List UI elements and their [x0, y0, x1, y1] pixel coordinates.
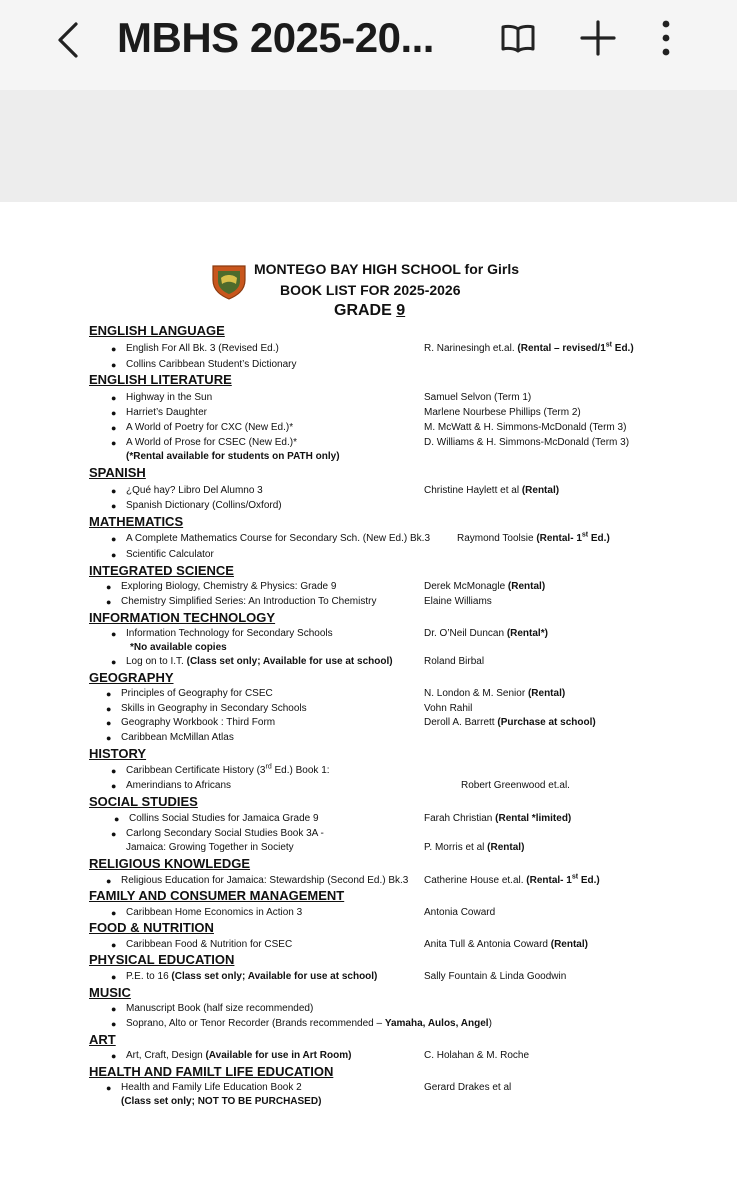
- bullet: ●: [111, 781, 117, 791]
- school-name: MONTEGO BAY HIGH SCHOOL for Girls: [254, 261, 520, 277]
- hfle-item-1-title: Health and Family Life Education Book 2: [121, 1082, 302, 1093]
- note-part: Ed.): [578, 875, 600, 886]
- mathematics-item-1-author: [457, 533, 610, 545]
- section-integrated-science: INTEGRATED SCIENCE: [89, 563, 234, 578]
- more-vertical-icon[interactable]: [646, 18, 686, 58]
- english-language-item-1-title: English For All Bk. 3 (Revised Ed.): [126, 343, 279, 354]
- bullet: ●: [111, 1051, 117, 1061]
- note-part: Ed.): [588, 533, 610, 544]
- science-item-1-title: Exploring Biology, Chemistry & Physics: Grade 9: [121, 581, 337, 592]
- literature-item-1-author: Samuel Selvon (Term 1): [424, 392, 532, 403]
- author-name: Anita Tull & Antonia Coward: [424, 939, 551, 950]
- science-item-2-title: Chemistry Simplified Series: An Introduction To Chemistry: [121, 596, 377, 607]
- art-item-1-title: [126, 1050, 351, 1062]
- availability-note: (Class set only; Available for use at school): [171, 971, 378, 982]
- literature-item-2-title: Harriet’s Daughter: [126, 407, 207, 418]
- availability-note: (Class set only; Available for use at school): [186, 656, 393, 667]
- spanish-item-1-title: ¿Qué hay? Libro Del Alumno 3: [126, 485, 263, 496]
- title-text: Art, Craft, Design: [126, 1050, 206, 1061]
- it-item-2-author: Roland Birbal: [424, 656, 485, 667]
- rental-note: (Rental *limited): [495, 813, 572, 824]
- it-item-2-title: [126, 656, 393, 668]
- section-food-nutrition: FOOD & NUTRITION: [89, 920, 214, 935]
- section-english-language: ENGLISH LANGUAGE: [89, 323, 225, 338]
- author-name: Deroll A. Barrett: [424, 717, 498, 728]
- geography-item-3-author: [424, 717, 596, 729]
- bullet: ●: [111, 408, 117, 418]
- history-item-1-title: [126, 765, 330, 777]
- history-item-2-author: Robert Greenwood et.al.: [461, 780, 570, 791]
- bullet: ●: [106, 597, 112, 607]
- section-physical-education: PHYSICAL EDUCATION: [89, 952, 235, 967]
- it-no-copies-note: *No available copies: [130, 642, 227, 653]
- literature-item-4-title: A World of Prose for CSEC (New Ed.)*: [126, 437, 297, 448]
- literature-item-1-title: Highway in the Sun: [126, 392, 213, 403]
- bullet: ●: [111, 360, 117, 370]
- religious-item-1-title: Religious Education for Jamaica: Stewardship (Second Ed.) Bk.3: [121, 875, 409, 886]
- bullet: ●: [111, 908, 117, 918]
- note-superscript: st: [571, 873, 579, 881]
- note-part: Ed.): [612, 343, 634, 354]
- bullet: ●: [111, 657, 117, 667]
- bullet: ●: [106, 876, 112, 886]
- bullet: ●: [106, 1083, 112, 1093]
- rental-note: (Rental): [487, 842, 525, 853]
- bullet: ●: [111, 550, 117, 560]
- note-part: (Rental – revised/1: [517, 343, 606, 354]
- grade-number: 9: [396, 302, 406, 319]
- geography-item-2-title: Skills in Geography in Secondary Schools: [121, 703, 307, 714]
- note-superscript: st: [581, 531, 589, 539]
- bullet: ●: [111, 629, 117, 639]
- family-consumer-item-1-title: Caribbean Home Economics in Action 3: [126, 907, 303, 918]
- page-gap: [0, 90, 737, 202]
- title-part: Ed.) Book 1:: [271, 765, 330, 776]
- bullet: ●: [111, 501, 117, 511]
- brands-recommended: Yamaha, Aulos, Angel: [384, 1018, 489, 1029]
- pe-item-1-title: [126, 971, 377, 983]
- geography-item-2-author: Vohn Rahil: [424, 703, 473, 714]
- mathematics-item-1-title: A Complete Mathematics Course for Secondary Sch. (New Ed.) Bk.3: [126, 533, 431, 544]
- bullet: ●: [106, 582, 112, 592]
- section-social-studies: SOCIAL STUDIES: [89, 794, 198, 809]
- section-spanish: SPANISH: [89, 465, 146, 480]
- rental-note: (Rental): [507, 581, 546, 592]
- reader-book-icon[interactable]: [498, 18, 538, 58]
- social-studies-item-2-title: Carlong Secondary Social Studies Book 3A -: [126, 828, 324, 839]
- bullet: ●: [111, 829, 117, 839]
- section-art: ART: [89, 1032, 116, 1047]
- bullet: ●: [106, 718, 112, 728]
- rental-note: (Rental): [527, 688, 566, 699]
- author-name: Raymond Toolsie: [457, 533, 537, 544]
- app-bar: [0, 0, 737, 90]
- literature-item-3-author: M. McWatt & H. Simmons-McDonald (Term 3): [424, 422, 627, 433]
- author-name: N. London & M. Senior: [424, 688, 528, 699]
- bullet: ●: [106, 704, 112, 714]
- english-language-item-1-author-name: R. Narinesingh et.al.: [424, 343, 518, 354]
- history-item-2-title: Amerindians to Africans: [126, 780, 232, 791]
- spanish-item-1-author: [424, 485, 559, 497]
- title-text: P.E. to 16: [126, 971, 172, 982]
- title-text: Log on to I.T.: [126, 656, 187, 667]
- bullet: ●: [114, 814, 120, 824]
- author-name: Christine Haylett et al: [424, 485, 522, 496]
- art-item-1-author: C. Holahan & M. Roche: [424, 1050, 530, 1061]
- purchase-note: (Purchase at school): [497, 717, 596, 728]
- title-part: Soprano, Alto or Tenor Recorder (Brands recommended –: [126, 1018, 385, 1029]
- pe-item-1-author: Sally Fountain & Linda Goodwin: [424, 971, 567, 982]
- rental-note: [526, 875, 599, 886]
- bullet: ●: [111, 393, 117, 403]
- bullet: ●: [111, 766, 117, 776]
- section-hfle: HEALTH AND FAMILT LIFE EDUCATION: [89, 1064, 334, 1079]
- section-mathematics: MATHEMATICS: [89, 514, 184, 529]
- geography-item-1-author: [424, 688, 565, 700]
- section-english-literature: ENGLISH LITERATURE: [89, 372, 232, 387]
- section-history: HISTORY: [89, 746, 147, 761]
- geography-item-3-title: Geography Workbook : Third Form: [121, 717, 276, 728]
- title-part: ): [488, 1018, 492, 1029]
- bullet: ●: [111, 344, 117, 354]
- hfle-item-1-author: Gerard Drakes et al: [424, 1082, 512, 1093]
- bullet: ●: [111, 486, 117, 496]
- back-arrow-icon[interactable]: [52, 20, 84, 60]
- section-religious-knowledge: RELIGIOUS KNOWLEDGE: [89, 856, 251, 871]
- list-title: BOOK LIST FOR 2025-2026: [280, 282, 461, 298]
- religious-item-1-author: [424, 875, 600, 887]
- author-name: Dr. O’Neil Duncan: [424, 628, 507, 639]
- add-icon[interactable]: [578, 18, 618, 58]
- social-studies-item-1-author: [424, 813, 571, 825]
- literature-item-2-author: Marlene Nourbese Phillips (Term 2): [424, 407, 581, 418]
- bullet: ●: [111, 940, 117, 950]
- bullet: ●: [111, 1019, 117, 1029]
- music-item-2-title: [126, 1018, 492, 1030]
- rental-note: (Rental): [550, 939, 588, 950]
- section-geography: GEOGRAPHY: [89, 670, 174, 685]
- literature-rental-note: (*Rental available for students on PATH only): [126, 451, 340, 462]
- title-superscript: rd: [265, 763, 272, 771]
- food-nutrition-item-1-author: [424, 939, 588, 951]
- english-language-item-1-author: [424, 343, 634, 355]
- family-consumer-item-1-author: Antonia Coward: [424, 907, 496, 918]
- spanish-item-2-title: Spanish Dictionary (Collins/Oxford): [126, 500, 282, 511]
- hfle-class-set-note: (Class set only; NOT TO BE PURCHASED): [121, 1096, 322, 1107]
- mathematics-item-2-title: Scientific Calculator: [126, 549, 214, 560]
- section-information-technology: INFORMATION TECHNOLOGY: [89, 610, 276, 625]
- bullet: ●: [106, 733, 112, 743]
- music-item-1-title: Manuscript Book (half size recommended): [126, 1003, 314, 1014]
- it-item-1-title: Information Technology for Secondary Schools: [126, 628, 333, 639]
- bullet: ●: [111, 972, 117, 982]
- english-language-item-2-title: Collins Caribbean Student’s Dictionary: [126, 359, 297, 370]
- title-part: Caribbean Certificate History (3: [126, 765, 266, 776]
- section-music: MUSIC: [89, 985, 131, 1000]
- rental-note: (Rental*): [506, 628, 548, 639]
- availability-note: (Available for use in Art Room): [205, 1050, 352, 1061]
- literature-item-3-title: A World of Poetry for CXC (New Ed.)*: [126, 422, 294, 433]
- grade-heading: [334, 302, 405, 320]
- geography-item-1-title: Principles of Geography for CSEC: [121, 688, 273, 699]
- literature-item-4-author: D. Williams & H. Simmons-McDonald (Term 3): [424, 437, 630, 448]
- author-name: Derek McMonagle: [424, 581, 508, 592]
- science-item-2-author: Elaine Williams: [424, 596, 492, 607]
- author-name: P. Morris et al: [424, 842, 488, 853]
- rental-note: [536, 533, 609, 544]
- rental-note: (Rental): [521, 485, 560, 496]
- science-item-1-author: [424, 581, 545, 593]
- section-family-consumer: FAMILY AND CONSUMER MANAGEMENT: [89, 888, 345, 903]
- school-crest-logo: [210, 262, 248, 300]
- note-part: (Rental- 1: [526, 875, 572, 886]
- bullet: ●: [111, 423, 117, 433]
- bullet: ●: [111, 534, 117, 544]
- geography-item-4-title: Caribbean McMillan Atlas: [121, 732, 234, 743]
- bullet: ●: [111, 438, 117, 448]
- social-studies-item-2-subtitle: Jamaica: Growing Together in Society: [126, 842, 294, 853]
- it-item-1-author: [424, 628, 548, 640]
- document-title: MBHS 2025-20...: [117, 14, 434, 61]
- note-part: (Rental- 1: [536, 533, 582, 544]
- social-studies-item-1-title: Collins Social Studies for Jamaica Grade 9: [129, 813, 319, 824]
- food-nutrition-item-1-title: Caribbean Food & Nutrition for CSEC: [126, 939, 293, 950]
- english-language-item-1-note: [517, 343, 633, 354]
- social-studies-item-2-author: [424, 842, 524, 854]
- bullet: ●: [106, 689, 112, 699]
- note-superscript: st: [605, 341, 612, 349]
- author-name: Farah Christian: [424, 813, 496, 824]
- author-name: Catherine House et.al.: [424, 875, 527, 886]
- grade-prefix: GRADE: [334, 302, 397, 319]
- bullet: ●: [111, 1004, 117, 1014]
